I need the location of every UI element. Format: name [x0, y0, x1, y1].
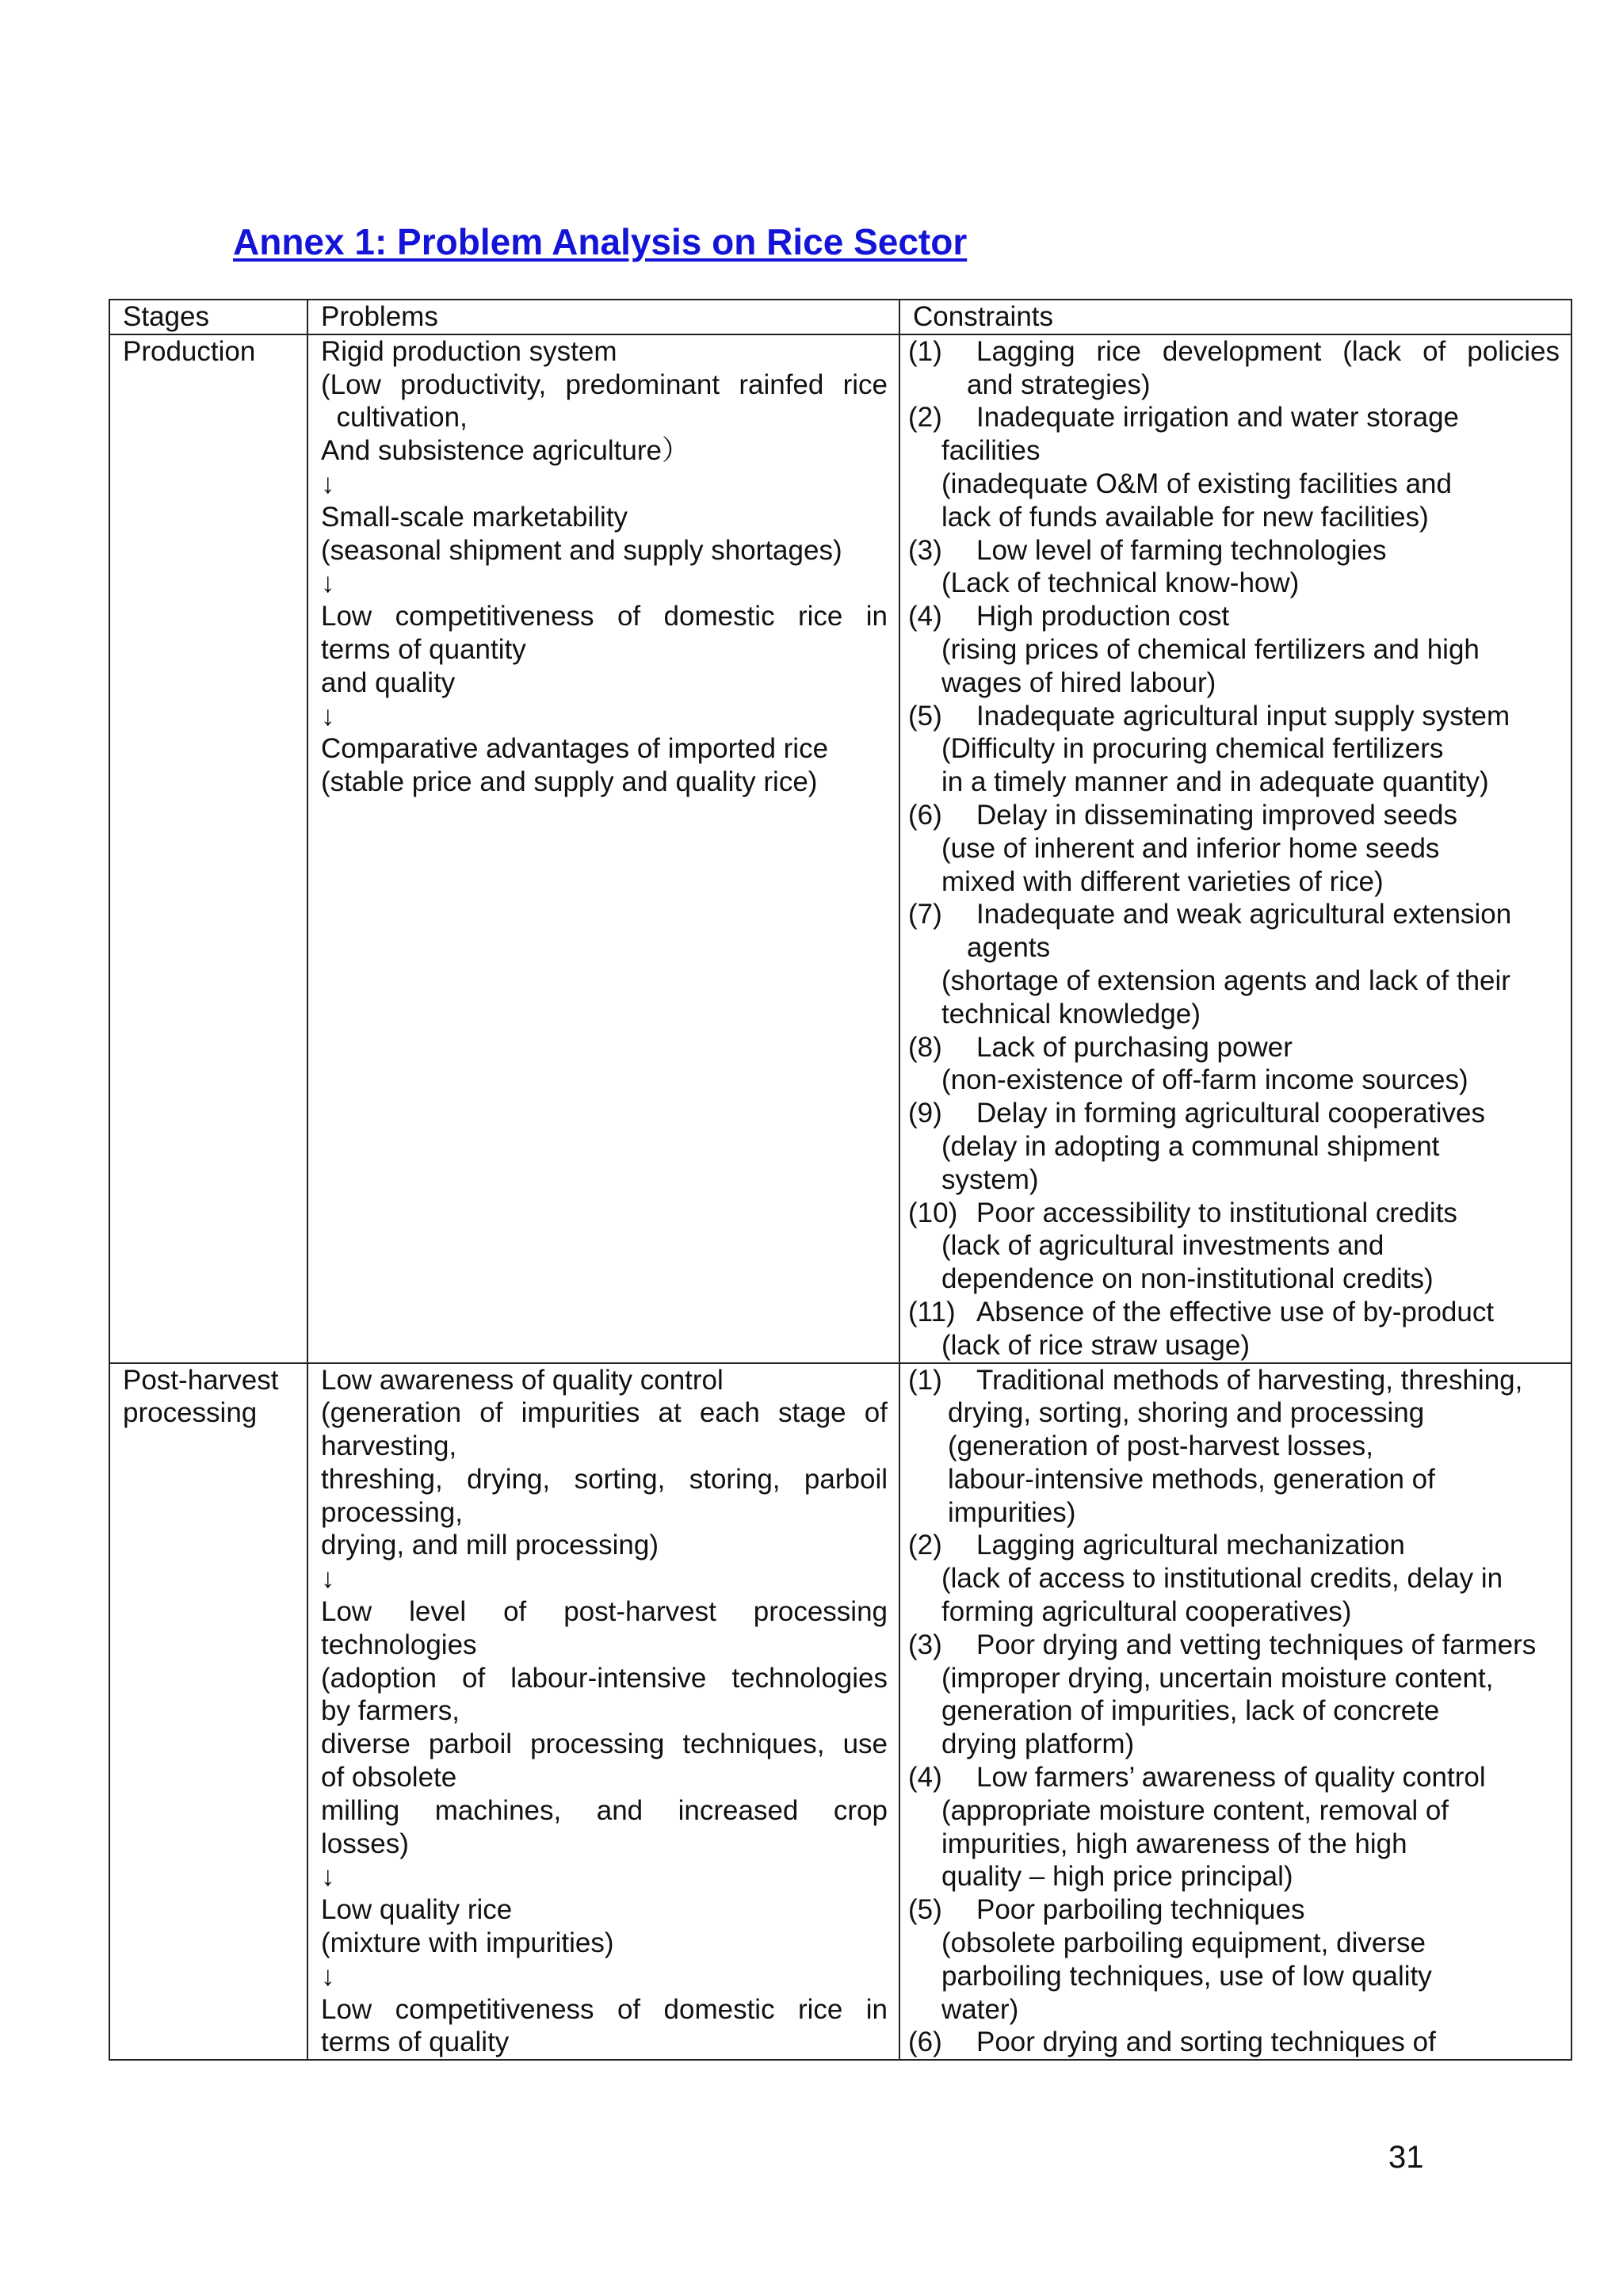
constraint-item: [908, 1296, 1560, 1362]
constraint-item: [908, 2026, 1560, 2059]
constraint-detail: (inadequate O&M of existing facilities and: [941, 468, 1452, 499]
constraint-detail: drying platform): [941, 1729, 1135, 1760]
problem-line: (seasonal shipment and supply shortages): [321, 534, 842, 566]
constraint-title: Inadequate and weak agricultural extension: [976, 899, 1512, 930]
constraint-number: (9): [908, 1098, 942, 1129]
constraint-detail: (non-existence of off-farm income sources): [941, 1064, 1468, 1096]
flow-arrow: ↓: [321, 1563, 335, 1595]
problem-line: drying, and mill processing): [321, 1530, 659, 1561]
constraint-detail: parboiling techniques, use of low quality: [941, 1960, 1432, 1992]
stage-label: Production: [123, 335, 256, 367]
constraint-detail: (Difficulty in procuring chemical fertilizers: [941, 733, 1444, 765]
constraint-title: Lagging agricultural mechanization: [976, 1530, 1405, 1561]
problem-line: milling machines, and increased crop: [321, 1794, 888, 1826]
constraint-item: [908, 600, 1560, 699]
constraint-detail: (delay in adopting a communal shipment: [941, 1130, 1440, 1162]
constraint-detail: quality – high price principal): [941, 1861, 1293, 1893]
problem-line: Low competitiveness of domestic rice in: [321, 1993, 888, 2025]
problem-line: (generation of impurities at each stage of: [321, 1397, 888, 1429]
problem-line: harvesting,: [321, 1431, 457, 1462]
problem-line: (mixture with impurities): [321, 1927, 614, 1959]
constraints-cell: [899, 1363, 1571, 2061]
constraint-detail: technical knowledge): [941, 998, 1201, 1030]
constraint-number: (4): [908, 601, 942, 632]
constraint-title: Lack of purchasing power: [976, 1031, 1293, 1063]
constraint-item: [908, 1097, 1560, 1196]
constraint-title: High production cost: [976, 601, 1230, 632]
constraint-title: Poor accessibility to institutional credits: [976, 1197, 1457, 1228]
problem-line: terms of quantity: [321, 633, 526, 665]
constraint-title: Delay in forming agricultural cooperatives: [976, 1098, 1485, 1129]
constraint-number: (1): [908, 335, 942, 367]
constraint-number: (10): [908, 1197, 958, 1228]
flow-arrow: ↓: [321, 1861, 335, 1893]
constraint-number: (4): [908, 1762, 942, 1794]
problem-line: (Low productivity, predominant rainfed rice: [321, 369, 888, 400]
problem-line: And subsistence agriculture）: [321, 435, 689, 467]
constraint-detail: agents: [967, 932, 1051, 964]
constraint-number: (3): [908, 534, 942, 566]
constraint-detail: impurities, high awareness of the high: [941, 1828, 1407, 1859]
problem-line: cultivation,: [321, 402, 468, 434]
problem-line: (stable price and supply and quality rice): [321, 766, 818, 798]
constraint-item: [908, 1629, 1560, 1761]
constraint-number: (1): [908, 1364, 942, 1396]
table-row: [109, 1363, 1571, 2061]
constraint-detail: (lack of agricultural investments and: [941, 1230, 1384, 1262]
problem-line: losses): [321, 1828, 409, 1859]
constraint-item: [908, 1197, 1560, 1296]
constraint-detail: (Lack of technical know-how): [941, 567, 1300, 599]
constraint-number: (2): [908, 1530, 942, 1561]
problem-line: threshing, drying, sorting, storing, parboil: [321, 1463, 888, 1495]
constraint-title: Absence of the effective use of by-product: [976, 1296, 1495, 1328]
constraint-number: (2): [908, 402, 942, 434]
constraint-title: Low level of farming technologies: [976, 534, 1387, 566]
stage-label: processing: [123, 1397, 258, 1429]
constraint-title: Poor parboiling techniques: [976, 1894, 1305, 1926]
constraint-title: Delay in disseminating improved seeds: [976, 799, 1457, 831]
constraint-title: Inadequate agricultural input supply system: [976, 700, 1510, 732]
flow-arrow: ↓: [321, 1960, 335, 1992]
flow-arrow: ↓: [321, 468, 335, 499]
stage-cell: [109, 334, 307, 1363]
constraint-item: [908, 1529, 1560, 1628]
constraint-item: [908, 534, 1560, 601]
constraint-detail: generation of impurities, lack of concrete: [941, 1695, 1440, 1727]
problem-line: processing,: [321, 1496, 463, 1528]
constraint-detail: (rising prices of chemical fertilizers and high: [941, 633, 1480, 665]
constraint-number: (6): [908, 2027, 942, 2058]
constraint-number: (5): [908, 1894, 942, 1926]
constraint-detail: water): [941, 1993, 1019, 2025]
problem-line: by farmers,: [321, 1695, 460, 1727]
constraint-detail: facilities: [941, 435, 1041, 467]
header-stages: Stages: [109, 300, 307, 334]
constraint-detail: (lack of access to institutional credits, delay in: [941, 1563, 1503, 1595]
problem-line: Low competitiveness of domestic rice in: [321, 601, 888, 632]
problems-cell: [307, 334, 899, 1363]
constraint-number: (7): [908, 899, 942, 930]
constraint-item: [908, 401, 1560, 533]
flow-arrow: ↓: [321, 700, 335, 732]
constraint-item: [908, 1893, 1560, 2026]
constraint-detail: in a timely manner and in adequate quantity): [941, 766, 1489, 798]
constraint-detail: (improper drying, uncertain moisture content,: [941, 1662, 1494, 1694]
problem-line: Rigid production system: [321, 335, 617, 367]
constraint-title: Poor drying and sorting techniques of: [976, 2027, 1436, 2058]
header-problems: Problems: [307, 300, 899, 334]
problem-line: Comparative advantages of imported rice: [321, 733, 829, 765]
page-title: Annex 1: Problem Analysis on Rice Sector: [233, 221, 968, 262]
constraints-cell: [899, 334, 1571, 1363]
constraint-detail: wages of hired labour): [941, 667, 1216, 698]
constraint-item: [908, 1364, 1560, 1530]
constraint-title: Lagging rice development (lack of policies: [976, 335, 1560, 367]
constraint-detail: and strategies): [967, 369, 1151, 400]
constraint-number: (11): [908, 1296, 956, 1328]
constraint-title: Inadequate irrigation and water storage: [976, 402, 1460, 434]
problem-line: diverse parboil processing techniques, use: [321, 1729, 888, 1760]
constraint-item: [908, 1761, 1560, 1893]
page-number: 31: [1388, 2140, 1424, 2175]
constraint-number: (5): [908, 700, 942, 732]
problem-line: Low level of post-harvest processing: [321, 1596, 888, 1628]
problem-line: of obsolete: [321, 1762, 457, 1794]
constraint-detail: (lack of rice straw usage): [941, 1329, 1251, 1361]
stage-cell: [109, 1363, 307, 2061]
problem-analysis-table: [109, 299, 1572, 2061]
constraint-detail: impurities): [948, 1496, 1076, 1528]
constraint-item: [908, 700, 1560, 799]
stage-label: Post-harvest: [123, 1364, 279, 1396]
constraint-detail: system): [941, 1163, 1039, 1195]
constraint-detail: (shortage of extension agents and lack of their: [941, 965, 1510, 996]
constraint-item: [908, 799, 1560, 898]
constraint-title: Low farmers’ awareness of quality control: [976, 1762, 1486, 1794]
problems-cell: [307, 1363, 899, 2061]
constraint-item: [908, 898, 1560, 1030]
problem-line: technologies: [321, 1629, 477, 1660]
problem-line: Low awareness of quality control: [321, 1364, 724, 1396]
problem-line: and quality: [321, 667, 456, 698]
problem-line: (adoption of labour-intensive technologies: [321, 1662, 888, 1694]
constraint-number: (6): [908, 799, 942, 831]
constraint-detail: (use of inherent and inferior home seeds: [941, 832, 1440, 864]
constraint-detail: (appropriate moisture content, removal of: [941, 1794, 1449, 1826]
problem-line: terms of quality: [321, 2027, 510, 2058]
constraint-detail: lack of funds available for new facilities): [941, 501, 1429, 533]
constraint-detail: drying, sorting, shoring and processing: [948, 1397, 1425, 1429]
constraint-detail: dependence on non-institutional credits): [941, 1263, 1434, 1295]
constraint-detail: (obsolete parboiling equipment, diverse: [941, 1927, 1426, 1959]
constraint-title: Traditional methods of harvesting, threshing,: [976, 1364, 1523, 1396]
table-row: [109, 334, 1571, 1363]
constraint-detail: labour-intensive methods, generation of: [948, 1463, 1435, 1495]
constraint-detail: mixed with different varieties of rice): [941, 865, 1384, 897]
constraint-item: [908, 1031, 1560, 1098]
problem-line: Low quality rice: [321, 1894, 513, 1926]
constraint-number: (3): [908, 1629, 942, 1660]
constraint-number: (8): [908, 1031, 942, 1063]
table-header-row: [109, 300, 1571, 334]
flow-arrow: ↓: [321, 567, 335, 599]
problem-line: Small-scale marketability: [321, 501, 628, 533]
constraint-title: Poor drying and vetting techniques of farmers: [976, 1629, 1537, 1660]
constraint-detail: forming agricultural cooperatives): [941, 1596, 1352, 1628]
constraint-item: [908, 335, 1560, 402]
header-constraints: Constraints: [899, 300, 1571, 334]
constraint-detail: (generation of post-harvest losses,: [948, 1431, 1373, 1462]
